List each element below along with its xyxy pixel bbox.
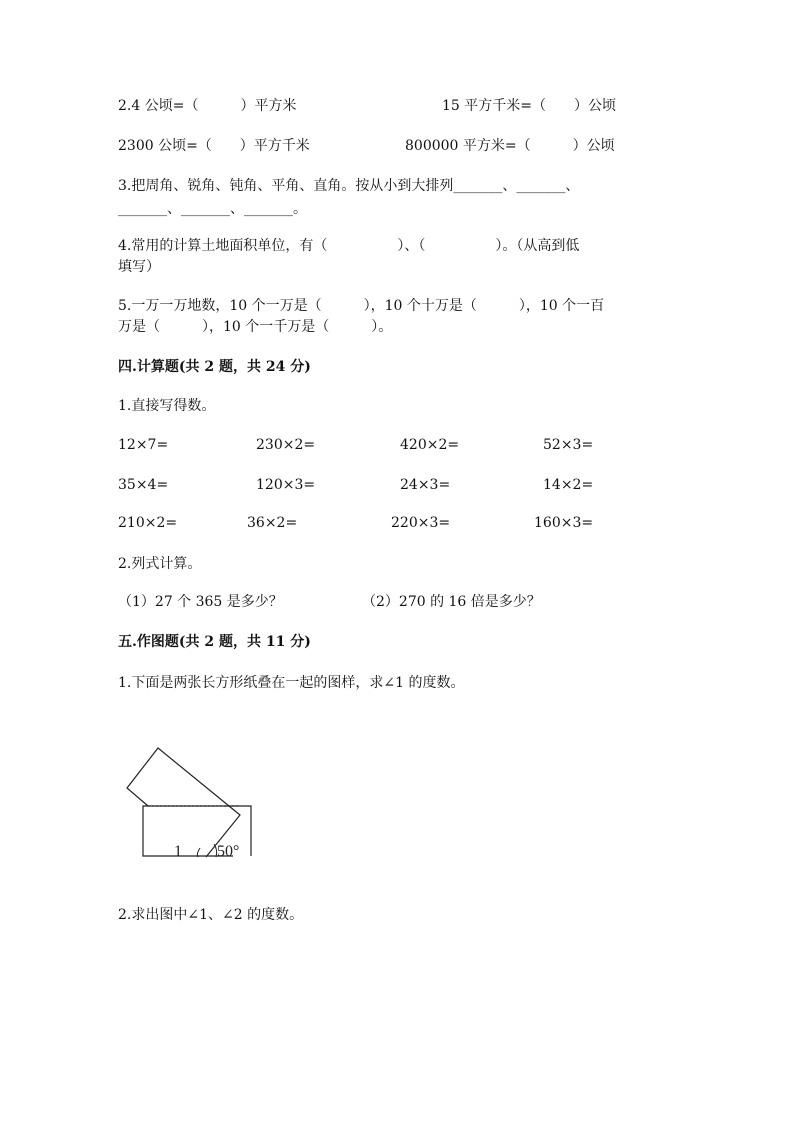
angle-1-label: 1 [174,843,182,860]
angle-50-label: 50° [217,843,240,860]
draw-q1-title: 1.下面是两张长方形纸叠在一起的图样，求∠1 的度数。 [118,675,465,691]
calc-q1-title: 1.直接写得数。 [118,398,216,414]
calc-item: 220×3= [391,515,451,531]
q3-line1: 3.把周角、锐角、钝角、平角、直角。按从小到大排列_______、_______、 [118,178,580,194]
calc-q2-title: 2.列式计算。 [118,556,202,572]
q4-line2: 填写） [118,259,160,275]
calc-item: 36×2= [247,515,298,531]
calc-item: 35×4= [118,477,169,493]
calc-item: 14×2= [543,477,594,493]
calc-item: 120×3= [256,477,316,493]
calc-item: 230×2= [256,437,316,453]
q2-item-b: 15 平方千米=（ ）公顷 [442,98,616,114]
calc-item: 12×7= [118,437,169,453]
q2-item-a: 2.4 公顷=（ ）平方米 [118,98,297,114]
calc-item: 52×3= [543,437,594,453]
section4-heading: 四.计算题(共 2 题，共 24 分) [118,359,311,375]
tilted-rectangle [127,748,240,857]
calc-item: 210×2= [118,515,178,531]
calc-q2-item-b: （2）270 的 16 倍是多少？ [362,594,541,610]
section5-heading: 五.作图题(共 2 题，共 11 分) [118,634,311,650]
q2-item-c: 2300 公顷=（ ）平方千米 [118,138,310,154]
q5-line1: 5.一万一万地数，10 个一万是（ ），10 个十万是（ ），10 个一百 [118,298,605,314]
calc-item: 420×2= [400,437,460,453]
overlapping-rectangles-figure [118,738,268,863]
calc-item: 24×3= [400,477,451,493]
q2-item-d: 800000 平方米=（ ）公顷 [405,138,615,154]
draw-q2-title: 2.求出图中∠1、∠2 的度数。 [118,907,304,923]
calc-q2-item-a: （1）27 个 365 是多少？ [118,594,283,610]
calc-item: 160×3= [534,515,594,531]
q3-line2: _______、_______、_______。 [118,201,307,217]
q5-line2: 万是（ ），10 个一千万是（ ）。 [118,319,393,335]
q4-line1: 4.常用的计算土地面积单位，有（ ）、（ ）。（从高到低 [118,238,580,254]
